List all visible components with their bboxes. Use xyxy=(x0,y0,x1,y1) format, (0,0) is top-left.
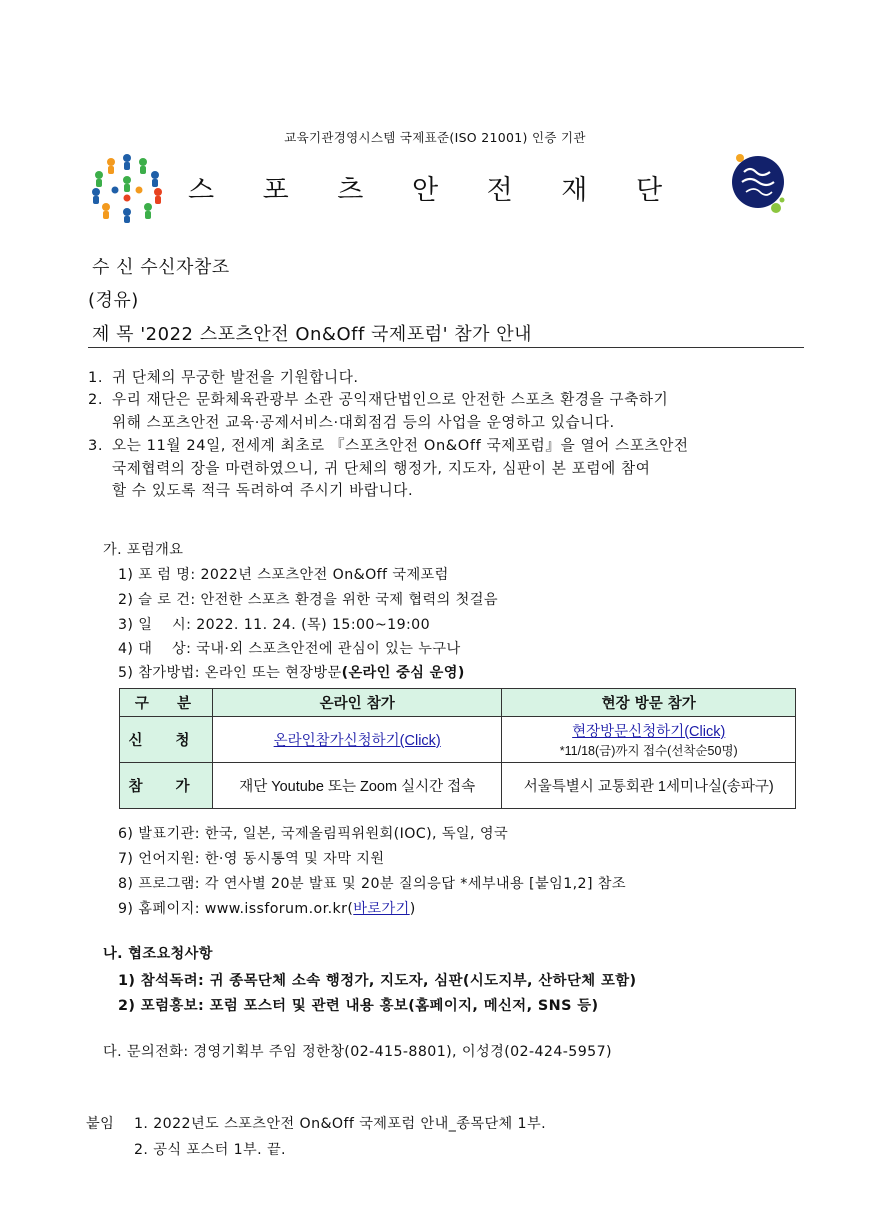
onsite-attend-cell: 서울특별시 교통회관 1세미나실(송파구) xyxy=(502,763,796,809)
forum-item-1: 1) 포 럼 명: 2022년 스포츠안전 On&Off 국제포럼 xyxy=(118,567,449,583)
table-header-onsite: 현장 방문 참가 xyxy=(502,689,796,717)
organization-title: 스 포 츠 안 전 재 단 xyxy=(187,175,683,206)
paragraph-line: 귀 단체의 무궁한 발전을 기원합니다. xyxy=(112,369,359,386)
paragraph-line: 우리 재단은 문화체육관광부 소관 공익재단법인으로 안전한 스포츠 환경을 구축하기 xyxy=(112,391,669,408)
homepage-text: 9) 홈페이지: www.issforum.or.kr( xyxy=(118,901,354,917)
table-header-online: 온라인 참가 xyxy=(212,689,502,717)
section-na-title: 나. 협조요청사항 xyxy=(103,946,213,962)
attachment-item-2: 2. 공식 포스터 1부. 끝. xyxy=(134,1142,286,1158)
homepage-suffix: ) xyxy=(409,901,416,917)
online-apply-link[interactable]: 온라인참가신청하기(Click) xyxy=(273,733,441,749)
forum-item-4: 4) 대 상: 국내·외 스포츠안전에 관심이 있는 누구나 xyxy=(118,641,461,657)
onsite-apply-cell xyxy=(502,717,796,763)
forum-item-5 xyxy=(118,662,465,682)
header-divider xyxy=(88,347,804,348)
paragraph-number: 3. xyxy=(88,437,104,454)
table-header-category: 구 분 xyxy=(120,689,213,717)
online-apply-cell xyxy=(212,717,502,763)
paragraph-number: 1. xyxy=(88,369,104,386)
attachment-label: 붙임 xyxy=(86,1116,115,1132)
via-line: (경유) xyxy=(88,290,139,311)
onsite-apply-note: *11/18(금)까지 접수(선착순50명) xyxy=(559,744,738,758)
paragraph-1 xyxy=(88,367,808,390)
paragraph-2 xyxy=(88,389,808,434)
homepage-link[interactable]: 바로가기 xyxy=(353,901,410,917)
forum-item-6: 6) 발표기관: 한국, 일본, 국제올림픽위원회(IOC), 독일, 영국 xyxy=(118,826,509,842)
paragraph-3 xyxy=(88,435,808,503)
forum-item-7: 7) 언어지원: 한·영 동시통역 및 자막 지원 xyxy=(118,851,385,867)
paragraph-line: 위해 스포츠안전 교육·공제서비스·대회점검 등의 사업을 운영하고 있습니다. xyxy=(112,413,615,431)
table-row xyxy=(120,763,796,809)
table-row xyxy=(120,717,796,763)
participation-method: 5) 참가방법: 온라인 또는 현장방문 xyxy=(118,665,342,681)
attachment-item-1: 1. 2022년도 스포츠안전 On&Off 국제포럼 안내_종목단체 1부. xyxy=(134,1116,547,1132)
forum-item-3: 3) 일 시: 2022. 11. 24. (목) 15:00~19:00 xyxy=(118,617,431,633)
certification-line: 교육기관경영시스템 국제표준(ISO 21001) 인증 기관 xyxy=(284,130,586,145)
paragraph-line: 오는 11월 24일, 전세계 최초로 『스포츠안전 On&Off 국제포럼』을 열어 스포츠안전 xyxy=(112,437,689,454)
onsite-apply-link[interactable]: 현장방문신청하기(Click) xyxy=(572,724,726,740)
cooperation-item-1: 1) 참석독려: 귀 종목단체 소속 행정가, 지도자, 심판(시도지부, 산하단체 포함) xyxy=(118,973,637,989)
forum-item-9 xyxy=(118,898,416,918)
participation-emphasis: (온라인 중심 운영) xyxy=(341,665,465,681)
section-ga-title: 가. 포럼개요 xyxy=(103,542,184,558)
online-attend-cell: 재단 Youtube 또는 Zoom 실시간 접속 xyxy=(212,763,502,809)
paragraph-line: 국제협력의 장을 마련하였으니, 귀 단체의 행정가, 지도자, 심판이 본 포럼에 참여 xyxy=(112,459,651,477)
forum-item-8: 8) 프로그램: 각 연사별 20분 발표 및 20분 질의응답 *세부내용 [붙임1,2] 참조 xyxy=(118,876,627,892)
row-label-apply: 신 청 xyxy=(120,717,213,763)
table-header-row xyxy=(120,689,796,717)
clean-sports-logo-icon xyxy=(728,152,788,218)
row-label-attend: 참 가 xyxy=(120,763,213,809)
cooperation-item-2: 2) 포럼홍보: 포럼 포스터 및 관련 내용 홍보(홈페이지, 메신저, SNS 등) xyxy=(118,998,599,1014)
subject-line: 제 목 '2022 스포츠안전 On&Off 국제포럼' 참가 안내 xyxy=(92,324,533,345)
paragraph-line: 할 수 있도록 적극 독려하여 주시기 바랍니다. xyxy=(112,482,414,499)
forum-item-2: 2) 슬 로 건: 안전한 스포츠 환경을 위한 국제 협력의 첫걸음 xyxy=(118,592,498,608)
participation-table xyxy=(119,688,796,809)
recipient-line: 수 신 수신자참조 xyxy=(92,257,230,278)
contact-line: 다. 문의전화: 경영기획부 주임 정한창(02-415-8801), 이성경(02-424-5957) xyxy=(103,1044,612,1060)
paragraph-number: 2. xyxy=(88,391,104,408)
